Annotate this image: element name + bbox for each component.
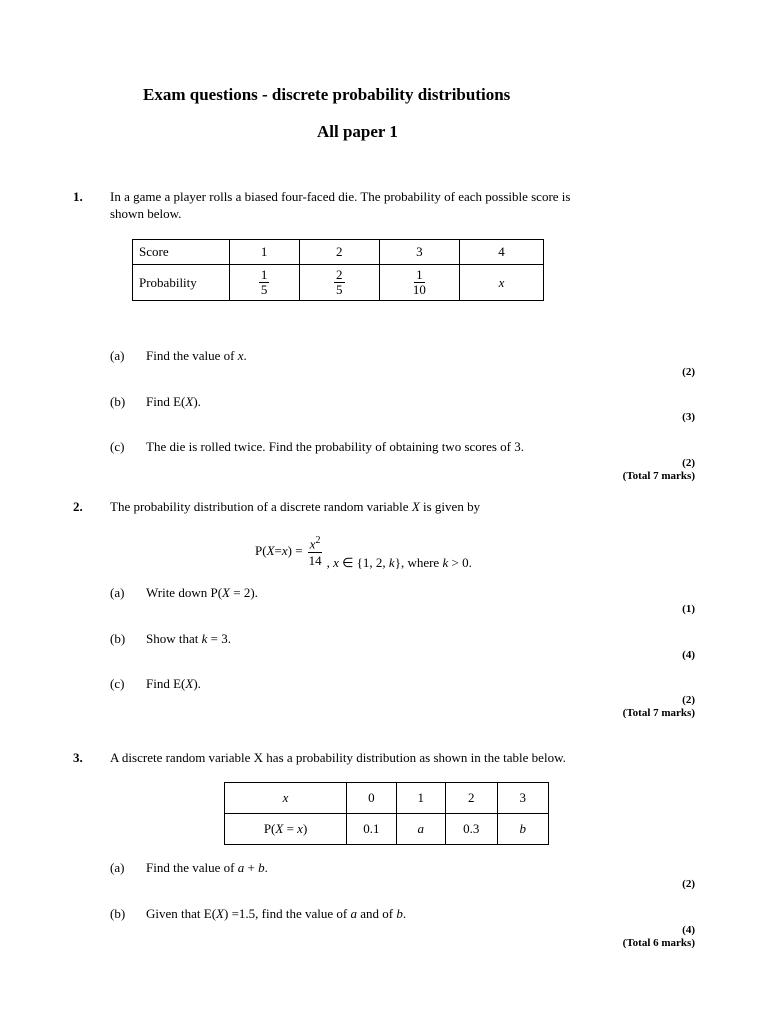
q3b-marks: (4): [682, 924, 695, 936]
math-variable: X: [266, 543, 275, 558]
q1b-label: (b): [110, 394, 126, 409]
formula-fraction: [307, 533, 324, 569]
q3-probability-table: [224, 782, 549, 845]
fraction-numerator: 1: [260, 267, 268, 282]
q3-intro: A discrete random variable X has a probability distribution as shown in the table below.: [110, 750, 566, 765]
q2-total-marks: (Total 7 marks): [622, 707, 695, 719]
fraction-numerator: [308, 533, 323, 553]
document-subtitle: All paper 1: [317, 122, 398, 141]
q1-prob-cell: [229, 265, 299, 301]
math-variable: b: [258, 860, 265, 875]
q2c-text: [146, 676, 201, 692]
q3-x-cell: 3: [497, 783, 549, 814]
text-run: }, where: [394, 555, 443, 570]
fraction-numerator: 2: [336, 267, 343, 282]
q3a-marks: (2): [682, 878, 695, 890]
math-variable: x: [333, 555, 339, 570]
text-run: ,: [326, 555, 334, 570]
q3-total-marks: (Total 6 marks): [622, 937, 695, 949]
text-run: Given that E(: [146, 906, 217, 921]
q1-score-row: [133, 240, 544, 265]
q3-probability-row: [225, 814, 549, 845]
math-variable: x: [297, 821, 303, 836]
text-run: ) =: [287, 543, 303, 558]
question-number-2: 2.: [73, 499, 83, 514]
q1-prob-cell: x: [460, 265, 544, 301]
q3a-label: (a): [110, 860, 125, 875]
q1a-text: [146, 348, 247, 364]
text-run: Find the value of: [146, 348, 238, 363]
fraction: [334, 268, 345, 297]
q1a-marks: (2): [682, 366, 695, 378]
q3-prob-cell: a: [396, 814, 445, 845]
formula-domain: [327, 555, 472, 571]
math-variable: k: [388, 555, 395, 570]
q1c-label: (c): [110, 439, 125, 454]
text-run: = 3.: [207, 631, 231, 646]
math-variable: k: [201, 631, 208, 646]
text-run: and of: [356, 906, 397, 921]
q3-prob-cell: 0.1: [347, 814, 396, 845]
math-variable: X: [411, 499, 420, 514]
q3a-text: [146, 860, 268, 876]
q2a-text: [146, 585, 258, 601]
math-variable: X: [275, 821, 284, 836]
q3b-label: (b): [110, 906, 126, 921]
text-run: .: [402, 906, 407, 921]
text-run: ∈ {1, 2,: [338, 555, 389, 570]
q1-score-label: Score: [133, 240, 230, 265]
fraction-denominator: 5: [260, 282, 268, 297]
q2a-marks: (1): [682, 603, 695, 615]
text-run: ).: [193, 676, 201, 691]
text-run: =: [274, 543, 282, 558]
q3-x-label: x: [225, 783, 347, 814]
q2c-marks: (2): [682, 694, 695, 706]
q3-x-cell: 0: [347, 783, 396, 814]
text-run: Find E(: [146, 676, 186, 691]
fraction-numerator: 1: [416, 267, 423, 282]
text-run: = 2).: [229, 585, 258, 600]
q3-x-cell: 2: [446, 783, 497, 814]
text-run: .: [264, 860, 268, 875]
q3-x-cell: 1: [396, 783, 445, 814]
fraction-denominator: 5: [336, 282, 343, 297]
q1-score-cell: 4: [460, 240, 544, 265]
text-run: P(: [263, 821, 276, 836]
text-run: > 0.: [448, 555, 472, 570]
text-run: is given by: [419, 499, 481, 514]
text-run: ): [302, 821, 308, 836]
q1-probability-row: [133, 265, 544, 301]
q1b-text: [146, 394, 201, 410]
text-run: .: [243, 348, 247, 363]
math-variable: a: [237, 860, 245, 875]
q1-score-cell: 3: [379, 240, 459, 265]
q3-x-row: [225, 783, 549, 814]
math-variable: x: [237, 348, 244, 363]
math-variable: b: [396, 906, 403, 921]
q1-prob-cell: [379, 265, 459, 301]
text-run: ).: [193, 394, 201, 409]
q1a-label: (a): [110, 348, 125, 363]
q1-total-marks: (Total 7 marks): [622, 470, 695, 482]
q1-prob-cell: [299, 265, 379, 301]
text-run: The probability distribution of a discrete random variable: [110, 499, 412, 514]
q3-prob-cell: b: [497, 814, 549, 845]
math-variable: X: [185, 394, 194, 409]
q2b-label: (b): [110, 631, 126, 646]
math-variable: X: [222, 585, 230, 600]
q2b-marks: (4): [682, 649, 695, 661]
math-variable: X: [216, 906, 224, 921]
math-variable: x: [281, 543, 288, 558]
q1b-marks: (3): [682, 411, 695, 423]
text-run: P(: [255, 543, 267, 558]
q1-intro-line2: shown below.: [110, 206, 182, 221]
fraction-denominator: 14: [308, 553, 322, 569]
q2-formula: [255, 531, 472, 571]
text-run: Find the value of: [146, 860, 238, 875]
q3b-text: [146, 906, 406, 922]
q1c-text: The die is rolled twice. Find the probability of obtaining two scores of 3.: [146, 439, 525, 454]
q1-probability-table: [132, 239, 544, 301]
q3-probability-label: [225, 814, 347, 845]
q2-intro: [110, 499, 480, 515]
text-run: Show that: [146, 631, 202, 646]
q3-prob-cell: 0.3: [446, 814, 497, 845]
q1-probability-label: Probability: [133, 265, 230, 301]
math-variable: x: [309, 536, 316, 552]
math-variable: a: [350, 906, 357, 921]
fraction-denominator: 10: [412, 282, 426, 297]
text-run: +: [244, 860, 259, 875]
exponent: 2: [315, 534, 321, 546]
fraction: [259, 268, 270, 297]
q1-score-cell: 2: [299, 240, 379, 265]
q2b-text: [146, 631, 231, 647]
text-run: ) =1.5, find the value of: [224, 906, 351, 921]
q2c-label: (c): [110, 676, 125, 691]
text-run: =: [283, 821, 298, 836]
math-variable: X: [185, 676, 194, 691]
q1c-marks: (2): [682, 457, 695, 469]
q1-score-cell: 1: [229, 240, 299, 265]
text-run: Find E(: [146, 394, 186, 409]
question-number-3: 3.: [73, 750, 83, 765]
text-run: Write down P(: [146, 585, 223, 600]
fraction: [411, 268, 428, 297]
question-number-1: 1.: [73, 189, 83, 204]
q2a-label: (a): [110, 585, 125, 600]
document-title: Exam questions - discrete probability distributions: [143, 85, 511, 104]
q1-intro-line1: In a game a player rolls a biased four-faced die. The probability of each possible score is: [110, 189, 571, 204]
math-variable: k: [442, 555, 449, 570]
